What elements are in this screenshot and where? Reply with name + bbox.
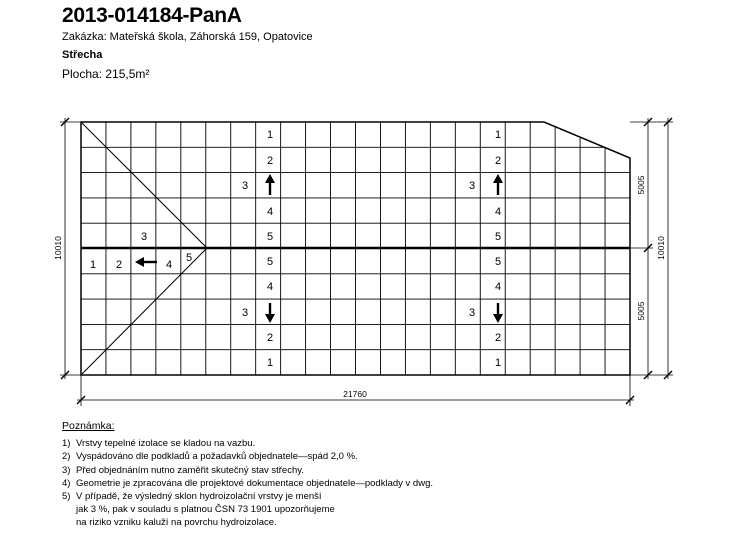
col-a-label-5-top: 5	[266, 231, 274, 243]
valley-label-2: 2	[115, 259, 123, 271]
note-number: 2)	[62, 451, 71, 463]
note-number: 1)	[62, 438, 71, 450]
note-number: 4)	[62, 477, 71, 489]
valley-label-5: 5	[185, 252, 193, 264]
col-a-label-3-top: 3	[241, 180, 249, 192]
col-a-label-1-top: 1	[266, 129, 274, 141]
dim-right-total-text: 10010	[656, 236, 666, 260]
col-b-label-3-top: 3	[468, 180, 476, 192]
notes-title: Poznámka:	[62, 420, 115, 432]
valley-label-4: 4	[165, 259, 173, 271]
note-text: Vrstvy tepelné izolace se kladou na vazbu.	[76, 438, 256, 450]
note-1	[62, 437, 433, 450]
col-a-label-4-bottom: 4	[266, 281, 274, 293]
col-a-label-1-bottom: 1	[266, 357, 274, 369]
arrow-left-icon	[135, 257, 157, 267]
note-number: 5)	[62, 491, 71, 503]
col-a-label-3-bottom: 3	[241, 307, 249, 319]
note-2	[62, 450, 433, 463]
section-label: Střecha	[62, 49, 103, 61]
area-value: 215,5m²	[105, 67, 150, 81]
col-b-label-1-top: 1	[494, 129, 502, 141]
valley-line-upper	[81, 122, 207, 248]
valley-label-3: 3	[140, 231, 148, 243]
col-a-label-2-bottom: 2	[266, 332, 274, 344]
col-b-label-2-top: 2	[494, 155, 502, 167]
dim-left-text: 10010	[53, 236, 63, 260]
valley-label-1: 1	[89, 259, 97, 271]
arrow-head	[265, 174, 275, 183]
note-5	[62, 490, 433, 530]
col-b-label-5-bottom: 5	[494, 256, 502, 268]
arrow-head	[493, 174, 503, 183]
notes-block	[62, 420, 433, 530]
arrow-up-icon	[493, 174, 503, 195]
valley-line-lower	[81, 248, 207, 375]
dim-bottom-text: 21760	[343, 389, 367, 399]
arrow-down-icon	[493, 303, 503, 323]
col-a-label-2-top: 2	[266, 155, 274, 167]
col-b-label-4-top: 4	[494, 206, 502, 218]
note-4	[62, 477, 433, 490]
dimension-texts	[53, 175, 666, 399]
col-b-label-2-bottom: 2	[494, 332, 502, 344]
col-b-label-5-top: 5	[494, 231, 502, 243]
note-text: V případě, že výsledný sklon hydroizolační vrstvy je menší	[76, 491, 322, 503]
dim-right-upper-text: 5005	[636, 175, 646, 195]
col-a-label-5-bottom: 5	[266, 256, 274, 268]
dim-right-lower-text: 5005	[636, 301, 646, 321]
arrow-head	[493, 314, 503, 323]
arrow-head	[265, 314, 275, 323]
note-text: Vyspádováno dle podkladů a požadavků objednatele—spád 2,0 %.	[76, 451, 358, 463]
col-a-label-4-top: 4	[266, 206, 274, 218]
note-number: 3)	[62, 464, 71, 476]
client-line: Zakázka: Mateřská škola, Záhorská 159, Opatovice	[62, 31, 313, 43]
note-text: Před objednáním nutno zaměřit skutečný stav střechy.	[76, 464, 304, 476]
note-text: Geometrie je zpracována dle projektové dokumentace objednatele—podklady v dwg.	[76, 477, 433, 489]
note-continuation: jak 3 %, pak v souladu s platnou ČSN 73 1901 upozorňujeme	[76, 504, 335, 516]
arrow-head	[135, 257, 144, 267]
note-3	[62, 464, 433, 477]
arrow-up-icon	[265, 174, 275, 195]
col-b-label-1-bottom: 1	[494, 357, 502, 369]
col-b-label-3-bottom: 3	[468, 307, 476, 319]
col-b-label-4-bottom: 4	[494, 281, 502, 293]
note-continuation: na riziko vzniku kaluží na povrchu hydroizolace.	[76, 517, 277, 529]
arrow-down-icon	[265, 303, 275, 323]
area-label: Plocha:	[62, 67, 103, 81]
drawing-title: 2013-014184-PanA	[62, 4, 242, 27]
